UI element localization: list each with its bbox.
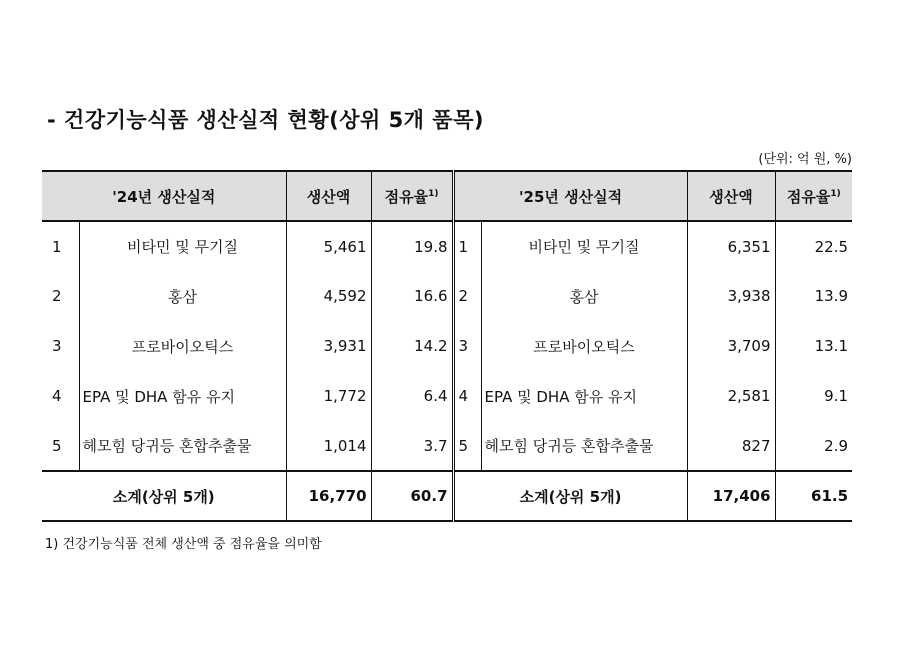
production-2025: 6,351	[687, 221, 775, 271]
production-2025: 3,938	[687, 271, 775, 321]
item-2025: 홍삼	[481, 271, 687, 321]
production-2024: 1,772	[286, 371, 371, 421]
unit-note: (단위: 억 원, %)	[758, 152, 852, 167]
subtotal-row	[42, 471, 852, 521]
page-title	[47, 104, 484, 134]
share-2025: 22.5	[775, 221, 852, 271]
header-2025-share-label: 점유율	[786, 187, 831, 206]
production-2025: 2,581	[687, 371, 775, 421]
subtotal-label-2025: 소계(상위 5개)	[453, 471, 687, 521]
item-2025: EPA 및 DHA 함유 유지	[481, 371, 687, 421]
table-row	[42, 371, 852, 421]
table-row	[42, 271, 852, 321]
rank-2024: 1	[52, 237, 62, 256]
production-table	[42, 170, 852, 522]
item-2025: 비타민 및 무기질	[481, 221, 687, 271]
footnote: 1) 건강기능식품 전체 생산액 중 점유율을 의미함	[45, 537, 322, 552]
share-2024: 19.8	[371, 221, 453, 271]
header-2025-share-footnote-mark: 1)	[830, 188, 841, 199]
item-2024: 비타민 및 무기질	[79, 221, 286, 271]
subtotal-share-2025: 61.5	[775, 471, 852, 521]
header-2024-share-label: 점유율	[384, 187, 429, 206]
rank-2024: 3	[52, 337, 62, 355]
production-2025: 827	[687, 421, 775, 471]
item-2025: 헤모힘 당귀등 혼합추출물	[481, 421, 687, 471]
share-2025: 13.9	[775, 271, 852, 321]
title-suffix: (상위 5개 품목)	[329, 108, 484, 132]
rank-2024: 4	[52, 387, 62, 405]
rank-2025: 4	[453, 371, 481, 421]
production-2024: 5,461	[286, 221, 371, 271]
share-2025: 2.9	[775, 421, 852, 471]
production-2024: 4,592	[286, 271, 371, 321]
item-2024: 홍삼	[79, 271, 286, 321]
table-row	[42, 321, 852, 371]
subtotal-production-2024: 16,770	[286, 471, 371, 521]
share-2024: 3.7	[371, 421, 453, 471]
production-2024: 3,931	[286, 321, 371, 371]
item-2024: 헤모힘 당귀등 혼합추출물	[79, 421, 286, 471]
share-2025: 13.1	[775, 321, 852, 371]
production-2024: 1,014	[286, 421, 371, 471]
subtotal-label-2024: 소계(상위 5개)	[42, 471, 286, 521]
share-2024: 16.6	[371, 271, 453, 321]
header-2024-share-footnote-mark: 1)	[428, 188, 439, 199]
header-2025-production: 생산액	[687, 171, 775, 221]
rank-2025: 2	[453, 271, 481, 321]
item-2024: EPA 및 DHA 함유 유지	[79, 371, 286, 421]
table-row	[42, 421, 852, 471]
rank-2025: 3	[453, 321, 481, 371]
production-2025: 3,709	[687, 321, 775, 371]
item-2025: 프로바이오틱스	[481, 321, 687, 371]
share-2025: 9.1	[775, 371, 852, 421]
table-row	[42, 221, 852, 271]
subtotal-production-2025: 17,406	[687, 471, 775, 521]
rank-2025: 1	[453, 221, 481, 271]
subtotal-share-2024: 60.7	[371, 471, 453, 521]
rank-2024: 2	[52, 287, 62, 305]
share-2024: 6.4	[371, 371, 453, 421]
rank-2025: 5	[453, 421, 481, 471]
share-2024: 14.2	[371, 321, 453, 371]
header-2024-group: '24년 생산실적	[42, 171, 286, 221]
header-2025-share	[775, 171, 852, 221]
item-2024: 프로바이오틱스	[79, 321, 286, 371]
rank-2024: 5	[52, 436, 62, 455]
header-2024-production: 생산액	[286, 171, 371, 221]
header-2024-share	[371, 171, 453, 221]
table-header-row	[42, 171, 852, 221]
header-2025-group: '25년 생산실적	[453, 171, 687, 221]
title-main: - 건강기능식품 생산실적 현황	[47, 108, 330, 132]
